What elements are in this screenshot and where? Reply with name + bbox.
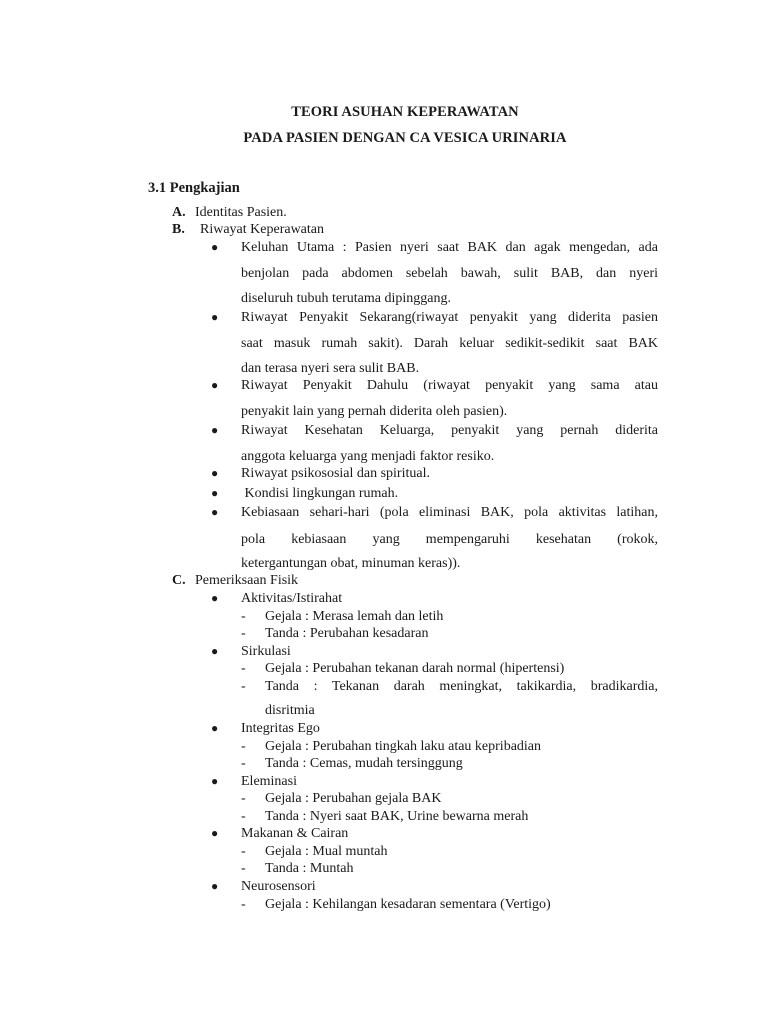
section-b-letter: B. <box>172 222 185 237</box>
bullet-icon: ● <box>211 466 219 480</box>
keluarga-line-1: Riwayat Kesehatan Keluarga, penyakit yang pernah diderita <box>241 423 658 438</box>
list-item-psikososial: Riwayat psikososial dan spiritual. <box>241 466 430 481</box>
integritas-tanda: Tanda : Cemas, mudah tersinggung <box>265 756 463 771</box>
dash-icon: - <box>241 897 246 912</box>
section-c-letter: C. <box>172 573 186 588</box>
bullet-icon: ● <box>211 240 219 254</box>
sekarang-line-2: saat masuk rumah sakit). Darah keluar sedikit-sedikit saat BAK <box>241 336 658 351</box>
section-a-label: Identitas Pasien. <box>195 205 287 220</box>
bullet-icon: ● <box>211 644 219 658</box>
integritas-gejala: Gejala : Perubahan tingkah laku atau kepribadian <box>265 739 542 754</box>
kebiasaan-line-3: ketergantungan obat, minuman keras)). <box>241 556 461 571</box>
makanan-tanda: Tanda : Muntah <box>265 861 354 876</box>
bullet-icon: ● <box>211 591 219 605</box>
eleminasi-gejala: Gejala : Perubahan gejala BAK <box>265 791 442 806</box>
sekarang-line-1: Riwayat Penyakit Sekarang(riwayat penyakit yang diderita pasien <box>241 310 658 325</box>
bullet-icon: ● <box>211 774 219 788</box>
document-title-line-2: PADA PASIEN DENGAN CA VESICA URINARIA <box>243 130 567 146</box>
makanan-gejala: Gejala : Mual muntah <box>265 844 388 859</box>
section-a-letter: A. <box>172 205 186 220</box>
section-heading: 3.1 Pengkajian <box>148 180 240 196</box>
list-item-aktivitas: Aktivitas/Istirahat <box>241 591 343 606</box>
bullet-icon: ● <box>211 486 219 500</box>
document-title-line-1: TEORI ASUHAN KEPERAWATAN <box>291 104 519 120</box>
dash-icon: - <box>241 756 246 771</box>
list-item-makanan-cairan: Makanan & Cairan <box>241 826 349 841</box>
neurosensori-gejala: Gejala : Kehilangan kesadaran sementara (Vertigo) <box>265 897 551 912</box>
list-item-riwayat-dahulu <box>241 378 658 418</box>
bullet-icon: ● <box>211 378 219 392</box>
keluhan-line-3: diseluruh tubuh terutama dipinggang. <box>241 291 451 306</box>
dash-icon: - <box>241 739 246 754</box>
dash-icon: - <box>241 861 246 876</box>
list-item-neurosensori: Neurosensori <box>241 879 316 894</box>
sekarang-line-3: dan terasa nyeri sera sulit BAB. <box>241 361 420 376</box>
dahulu-line-2: penyakit lain yang pernah diderita oleh pasien). <box>241 404 508 419</box>
keluarga-line-2: anggota keluarga yang menjadi faktor resiko. <box>241 449 495 464</box>
sirkulasi-tanda <box>265 679 658 719</box>
sirkulasi-gejala: Gejala : Perubahan tekanan darah normal (hipertensi) <box>265 661 565 676</box>
bullet-icon: ● <box>211 505 219 519</box>
dahulu-line-1: Riwayat Penyakit Dahulu (riwayat penyakit yang sama atau <box>241 378 658 393</box>
dash-icon: - <box>241 844 246 859</box>
kebiasaan-line-2: pola kebiasaan yang mempengaruhi kesehatan (rokok, <box>241 532 658 547</box>
list-item-lingkungan: Kondisi lingkungan rumah. <box>241 486 399 501</box>
eleminasi-tanda: Tanda : Nyeri saat BAK, Urine bewarna merah <box>265 809 529 824</box>
bullet-icon: ● <box>211 310 219 324</box>
list-item-riwayat-keluarga <box>241 423 658 463</box>
kebiasaan-line-1: Kebiasaan sehari-hari (pola eliminasi BAK, pola aktivitas latihan, <box>241 505 658 520</box>
list-item-kebiasaan <box>241 505 658 571</box>
section-b-label: Riwayat Keperawatan <box>200 222 324 237</box>
dash-icon: - <box>241 791 246 806</box>
dash-icon: - <box>241 679 246 694</box>
list-item-eleminasi: Eleminasi <box>241 774 297 789</box>
list-item-integritas-ego: Integritas Ego <box>241 721 320 736</box>
sirkulasi-tanda-line-1: Tanda : Tekanan darah meningkat, takikardia, bradikardia, <box>265 679 658 694</box>
list-item-keluhan-utama <box>241 240 658 306</box>
dash-icon: - <box>241 609 246 624</box>
keluhan-line-1: Keluhan Utama : Pasien nyeri saat BAK dan agak mengedan, ada <box>241 240 658 255</box>
bullet-icon: ● <box>211 826 219 840</box>
bullet-icon: ● <box>211 721 219 735</box>
aktivitas-tanda: Tanda : Perubahan kesadaran <box>265 626 429 641</box>
list-item-sirkulasi: Sirkulasi <box>241 644 291 659</box>
keluhan-line-2: benjolan pada abdomen sebelah bawah, sulit BAB, dan nyeri <box>241 266 658 281</box>
bullet-icon: ● <box>211 423 219 437</box>
sirkulasi-tanda-line-2: disritmia <box>265 703 315 718</box>
bullet-icon: ● <box>211 879 219 893</box>
list-item-riwayat-sekarang <box>241 310 658 376</box>
dash-icon: - <box>241 809 246 824</box>
dash-icon: - <box>241 626 246 641</box>
aktivitas-gejala: Gejala : Merasa lemah dan letih <box>265 609 444 624</box>
section-c-label: Pemeriksaan Fisik <box>195 573 299 588</box>
dash-icon: - <box>241 661 246 676</box>
